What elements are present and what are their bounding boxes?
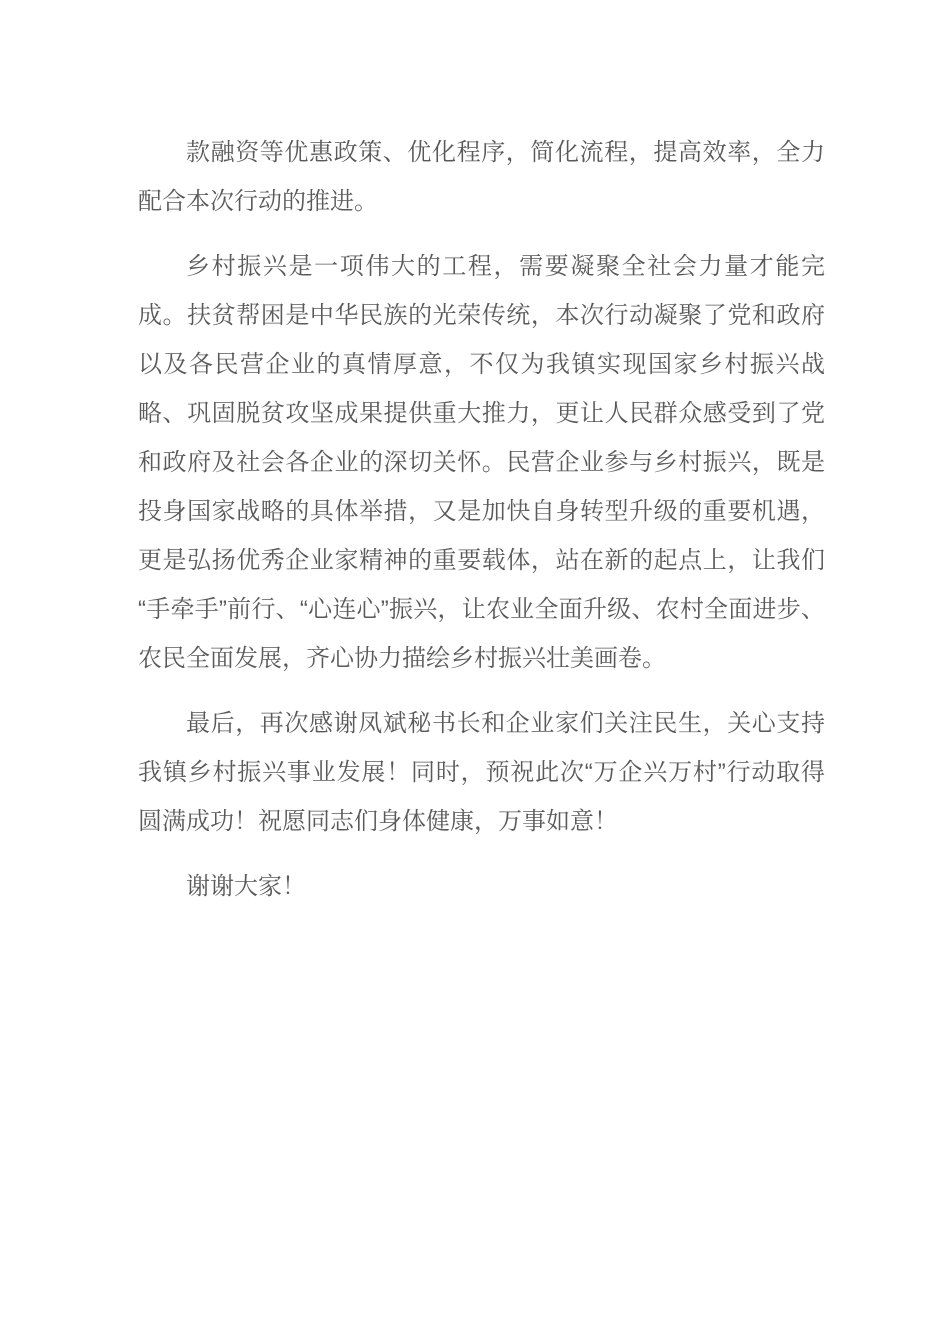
paragraph-1: 款融资等优惠政策、优化程序，简化流程，提高效率，全力配合本次行动的推进。 (138, 139, 825, 215)
paragraph-4-closing: 谢谢大家！ (186, 873, 306, 900)
paragraph-3: 最后，再次感谢凤斌秘书长和企业家们关注民生，关心支持我镇乡村振兴事业发展！同时，预祝此次“万企兴万村”行动取得圆满成功！祝愿同志们身体健康，万事如意！ (138, 710, 825, 835)
paragraph-2: 乡村振兴是一项伟大的工程，需要凝聚全社会力量才能完成。扶贫帮困是中华民族的光荣传统，本次行动凝聚了党和政府以及各民营企业的真情厚意，不仅为我镇实现国家乡村振兴战略、巩固脱贫攻坚成果提供重大推力，更让人民群众感受到了党和政府及社会各企业的深切关怀。民营企业参与乡村振兴，既是投身国家战略的具体举措，又是加快自身转型升级的重要机遇，更是弘扬优秀企业家精神的重要载体，站在新的起点上，让我们“手牵手”前行、“心连心”振兴，让农业全面升级、农村全面进步、农民全面发展，齐心协力描绘乡村振兴壮美画卷。 (138, 253, 825, 672)
document-body (138, 128, 825, 911)
